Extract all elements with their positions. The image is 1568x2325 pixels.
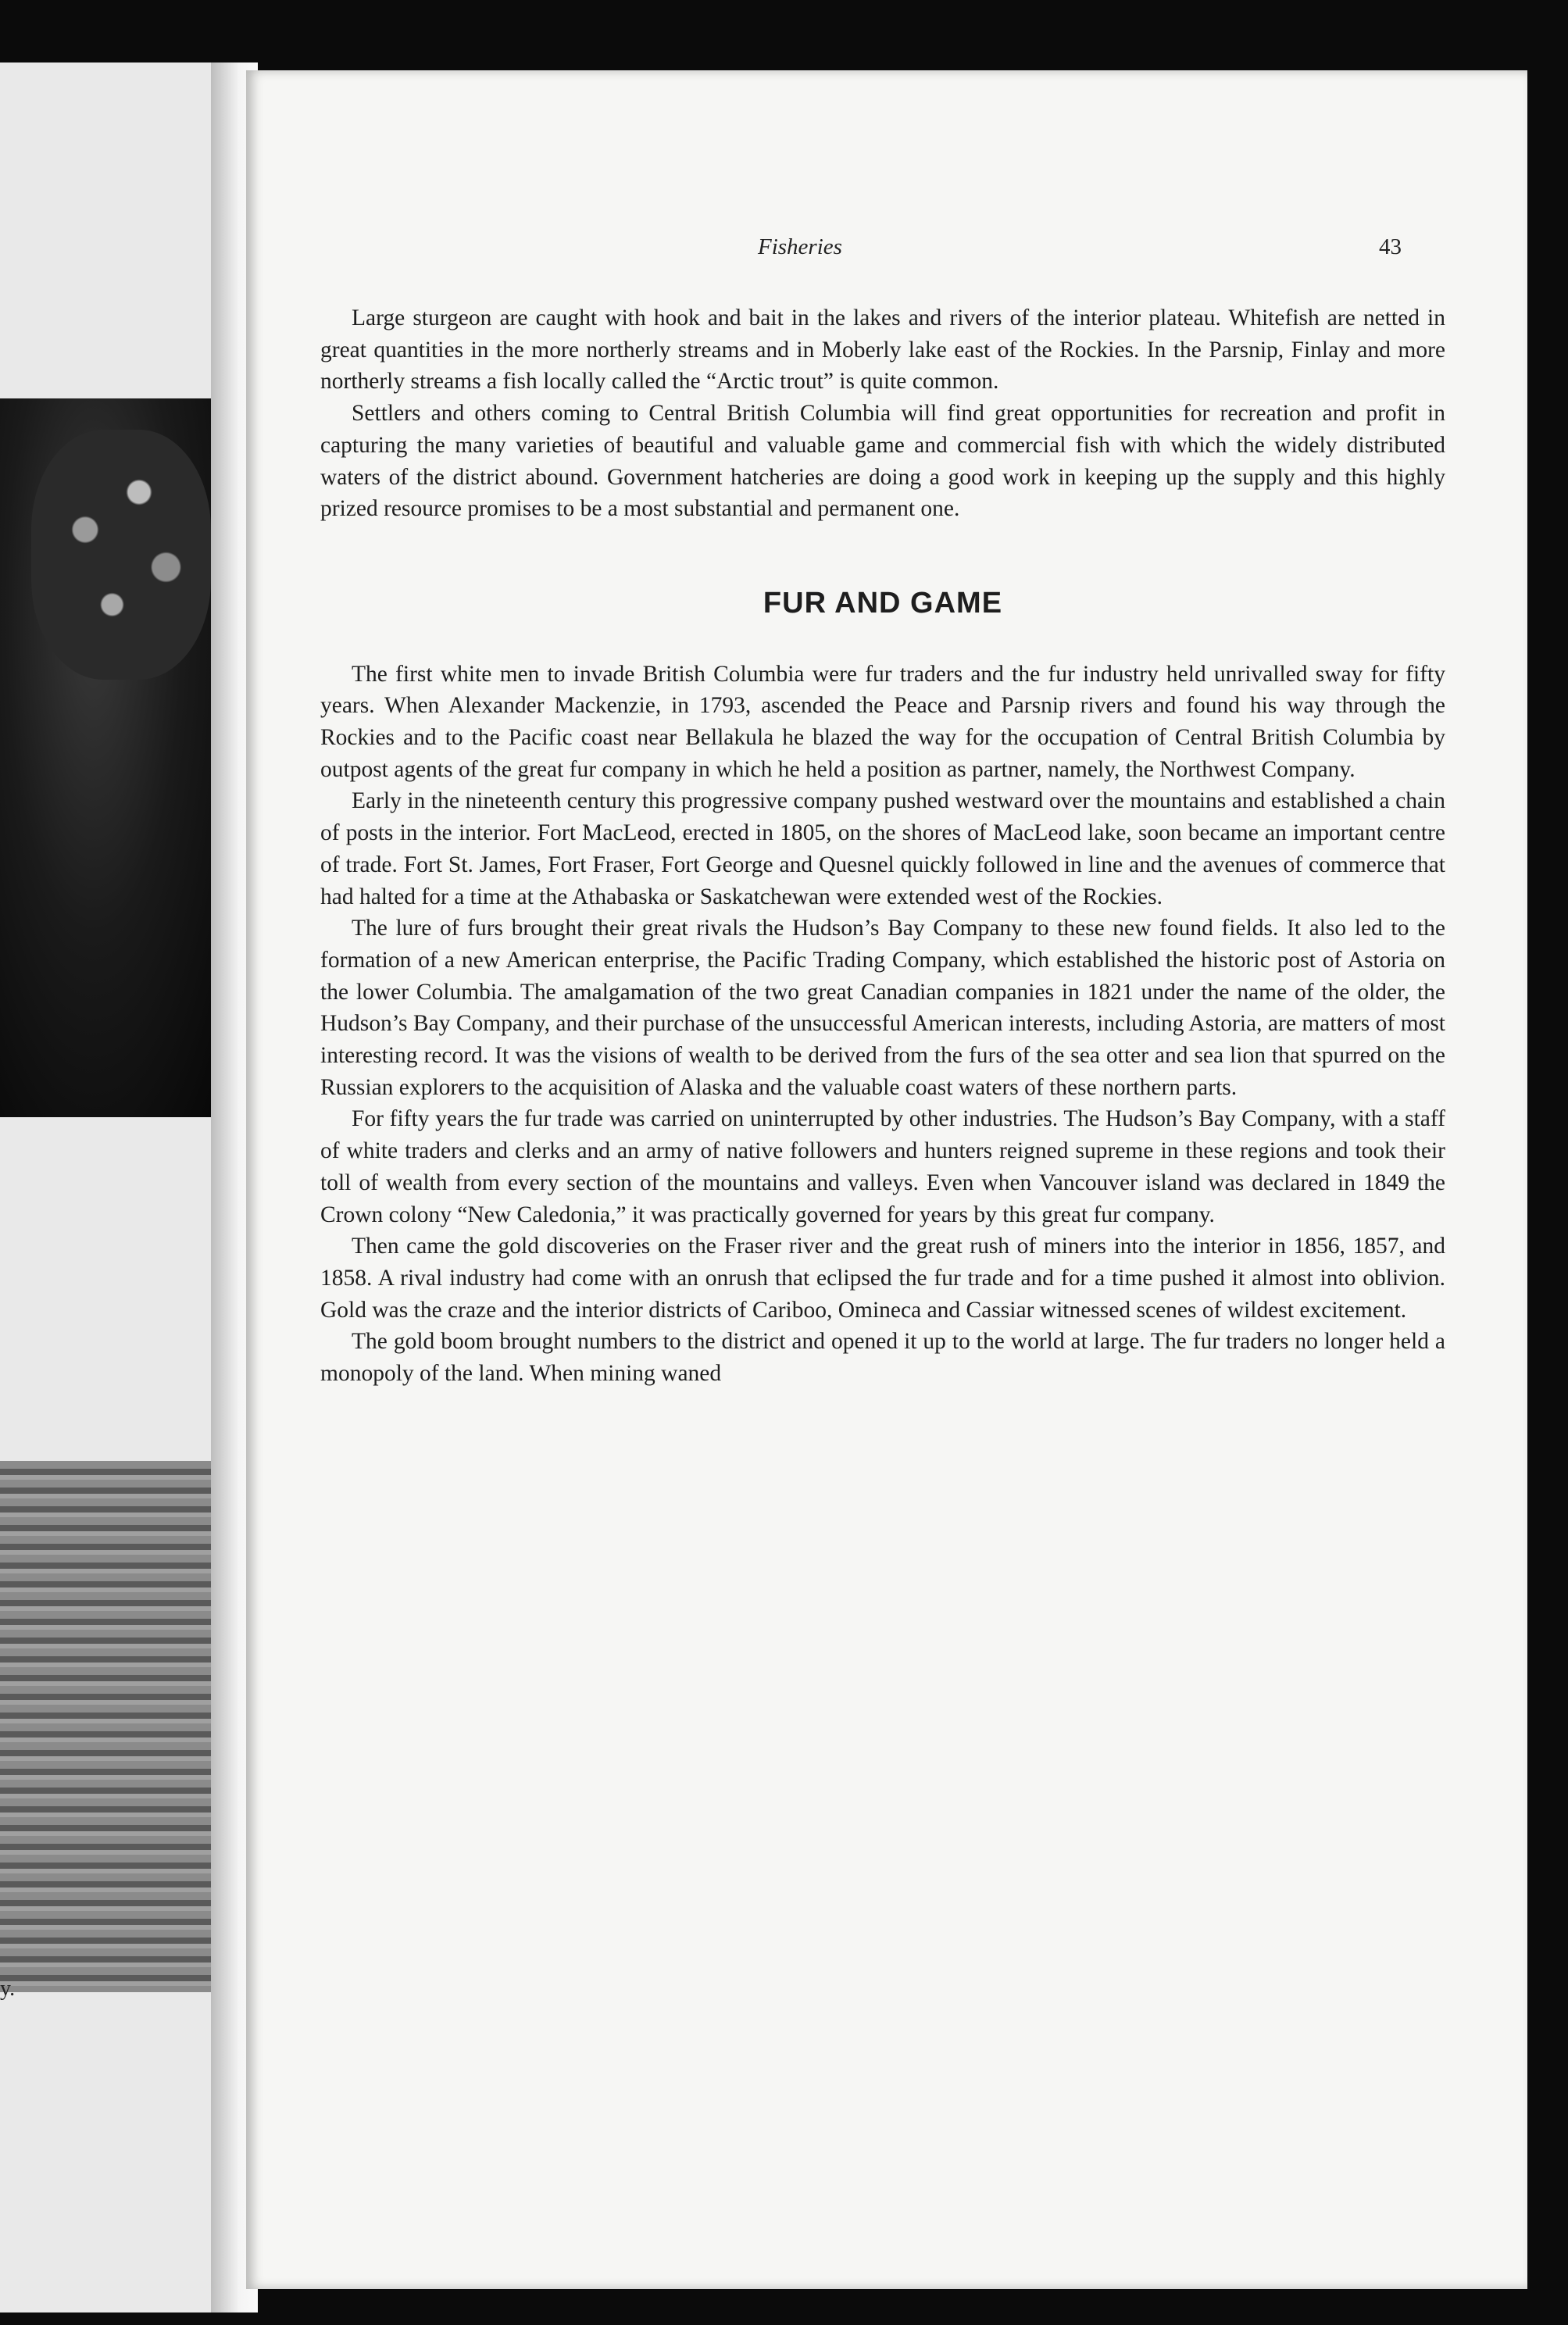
- fisheries-paragraph: Settlers and others coming to Central British Columbia will find great opportunities for recreation and profit in capturing the many varieties of beautiful and valuable game and commercial fish with which the widely distributed waters of the district abound. Government hatcheries are doing a good work in keeping up the supply and this highly prized resource promises to be a most substantial and permanent one.: [320, 401, 1445, 522]
- page-header: [246, 234, 1527, 266]
- body-text: [320, 302, 1445, 1390]
- caption-fragment: y.: [0, 1977, 16, 2001]
- fur-paragraph: Early in the nineteenth century this progressive company pushed westward over the mountains and established a chain of posts in the interior. Fort MacLeod, erected in 1805, on the shores of MacLeod lake, soon became an important centre of trade. Fort St. James, Fort Fraser, Fort George and Quesnel quickly followed in line and the avenues of commerce that had halted for a time at the Athabaska or Saskatchewan were extended west of the Rockies.: [320, 788, 1445, 909]
- fur-paragraph: The gold boom brought numbers to the district and opened it up to the world at large. The fur traders no longer held a monopoly of the land. When mining waned: [320, 1329, 1445, 1387]
- left-page: [0, 62, 234, 2312]
- fur-paragraph: Then came the gold discoveries on the Fraser river and the great rush of miners into the interior in 1856, 1857, and 1858. A rival industry had come with an onrush that eclipsed the fur trade and for a time pushed it almost into oblivion. Gold was the craze and the interior districts of Cariboo, Omineca and Cassiar witnessed scenes of wildest excitement.: [320, 1234, 1445, 1323]
- fisheries-paragraph: Large sturgeon are caught with hook and bait in the lakes and rivers of the interior plateau. Whitefish are netted in great quantities in the more northerly streams and in Moberly lake east of the Rockies. In the Parsnip, Finlay and more northerly streams a fish locally called the “Arctic trout” is quite common.: [320, 305, 1445, 395]
- fur-paragraph: For fifty years the fur trade was carried on uninterrupted by other industries. The Hudson’s Bay Company, with a staff of white traders and clerks and an army of native followers and hunters reigned supreme in these regions and took their toll of wealth from every section of the mountains and valleys. Even when Vancouver island was declared in 1849 the Crown colony “New Caledonia,” it was practically governed for years by this great fur company.: [320, 1106, 1445, 1227]
- right-page: [246, 70, 1527, 2289]
- running-head: Fisheries: [758, 234, 842, 259]
- page-number: 43: [1379, 234, 1402, 259]
- section-title: FUR AND GAME: [763, 586, 1003, 620]
- fur-paragraph: The lure of furs brought their great rivals the Hudson’s Bay Company to these new found fields. It also led to the formation of a new American enterprise, the Pacific Trading Company, which established the historic post of Astoria on the lower Columbia. The amalgamation of the two great Canadian companies in 1821 under the name of the older, the Hudson’s Bay Company, and their purchase of the unsuccessful American interests, including Astoria, are matters of most interesting record. It was the visions of wealth to be derived from the furs of the sea otter and sea lion that spurred on the Russian explorers to the acquisition of Alaska and the valuable coast waters of these northern parts.: [320, 916, 1445, 1100]
- fur-paragraph: The first white men to invade British Columbia were fur traders and the fur industry held unrivalled sway for fifty years. When Alexander Mackenzie, in 1793, ascended the Peace and Parsnip rivers and found his way through the Rockies and to the Pacific coast near Bellakula he blazed the way for the occupation of Central British Columbia by outpost agents of the great fur company in which he held a position as partner, namely, the Northwest Company.: [320, 661, 1445, 782]
- tree-foliage: [31, 430, 211, 680]
- field-photo: [0, 1461, 234, 1992]
- forest-photo: [0, 398, 234, 1117]
